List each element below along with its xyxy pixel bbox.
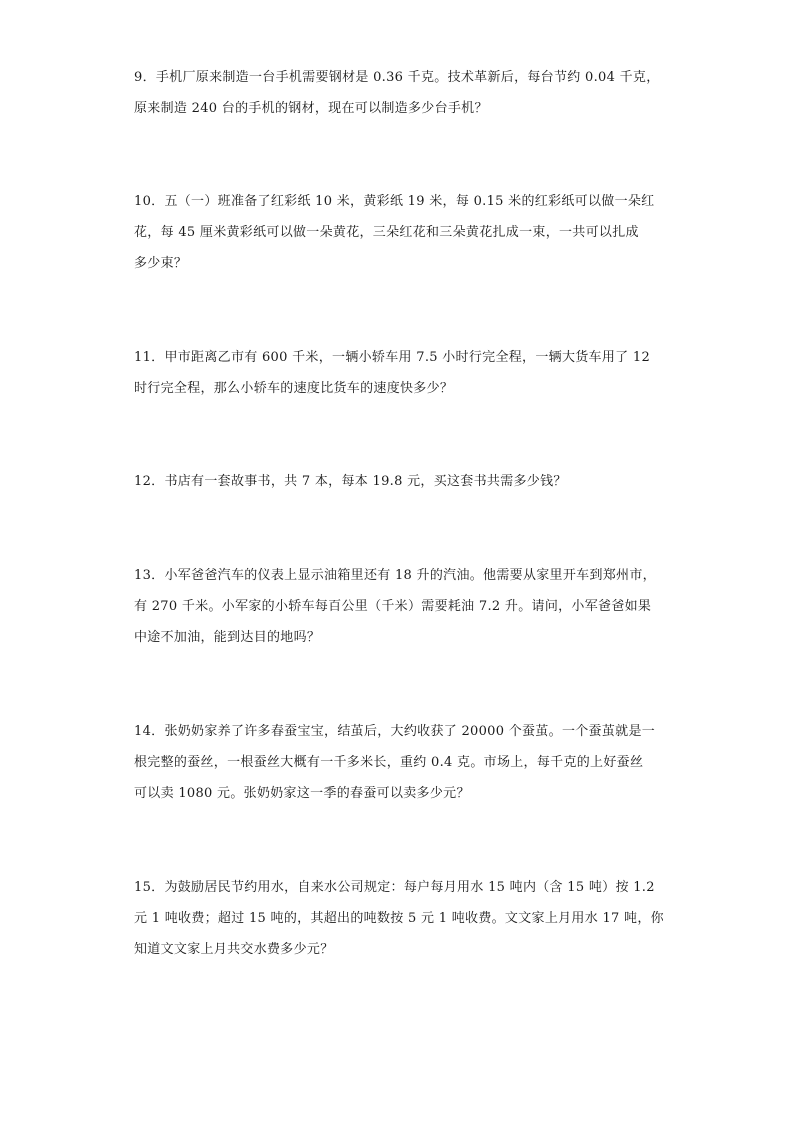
problem-line: 花，每 45 厘米黄彩纸可以做一朵黄花，三朵红花和三朵黄花扎成一束，一共可以扎成: [134, 225, 639, 240]
problem-line: 11．甲市距离乙市有 600 千米，一辆小轿车用 7.5 小时行完全程，一辆大货车用了 12: [134, 350, 651, 365]
problem-13: [134, 560, 674, 653]
problem-line: 13．小军爸爸汽车的仪表上显示油箱里还有 18 升的汽油。他需要从家里开车到郑州市，: [134, 568, 656, 583]
problem-9: [134, 62, 674, 124]
problem-line: 原来制造 240 台的手机的钢材，现在可以制造多少台手机？: [134, 101, 488, 116]
problem-line: 可以卖 1080 元。张奶奶家这一季的春蚕可以卖多少元？: [134, 786, 470, 801]
problem-line: 15．为鼓励居民节约用水，自来水公司规定：每户每月用水 15 吨内（含 15 吨）按 1.2: [134, 880, 655, 895]
problem-11: [134, 342, 674, 404]
problem-12: [134, 466, 674, 497]
problem-line: 12．书店有一套故事书，共 7 本，每本 19.8 元，买这套书共需多少钱？: [134, 474, 567, 489]
problem-15: [134, 872, 674, 965]
problem-10: [134, 186, 674, 279]
problem-line: 根完整的蚕丝，一根蚕丝大概有一千多米长，重约 0.4 克。市场上，每千克的上好蚕丝: [134, 755, 644, 770]
problem-line: 时行完全程，那么小轿车的速度比货车的速度快多少？: [134, 381, 454, 396]
problem-line: 元 1 吨收费；超过 15 吨的，其超出的吨数按 5 元 1 吨收费。文文家上月用水 17 吨，你: [134, 911, 664, 926]
problem-line: 有 270 千米。小军家的小轿车每百公里（千米）需要耗油 7.2 升。请问，小军爸爸如果: [134, 599, 652, 614]
problem-line: 知道文文家上月共交水费多少元？: [134, 942, 334, 957]
problem-line: 多少束？: [134, 256, 188, 271]
problem-line: 10．五（一）班准备了红彩纸 10 米，黄彩纸 19 米，每 0.15 米的红彩纸可以做一朵红: [134, 194, 655, 209]
problem-line: 9．手机厂原来制造一台手机需要钢材是 0.36 千克。技术革新后，每台节约 0.04 千克，: [134, 70, 660, 85]
problem-14: [134, 716, 674, 809]
problem-line: 14．张奶奶家养了许多春蚕宝宝，结茧后，大约收获了 20000 个蚕茧。一个蚕茧就是一: [134, 724, 656, 739]
problem-line: 中途不加油，能到达目的地吗？: [134, 630, 321, 645]
